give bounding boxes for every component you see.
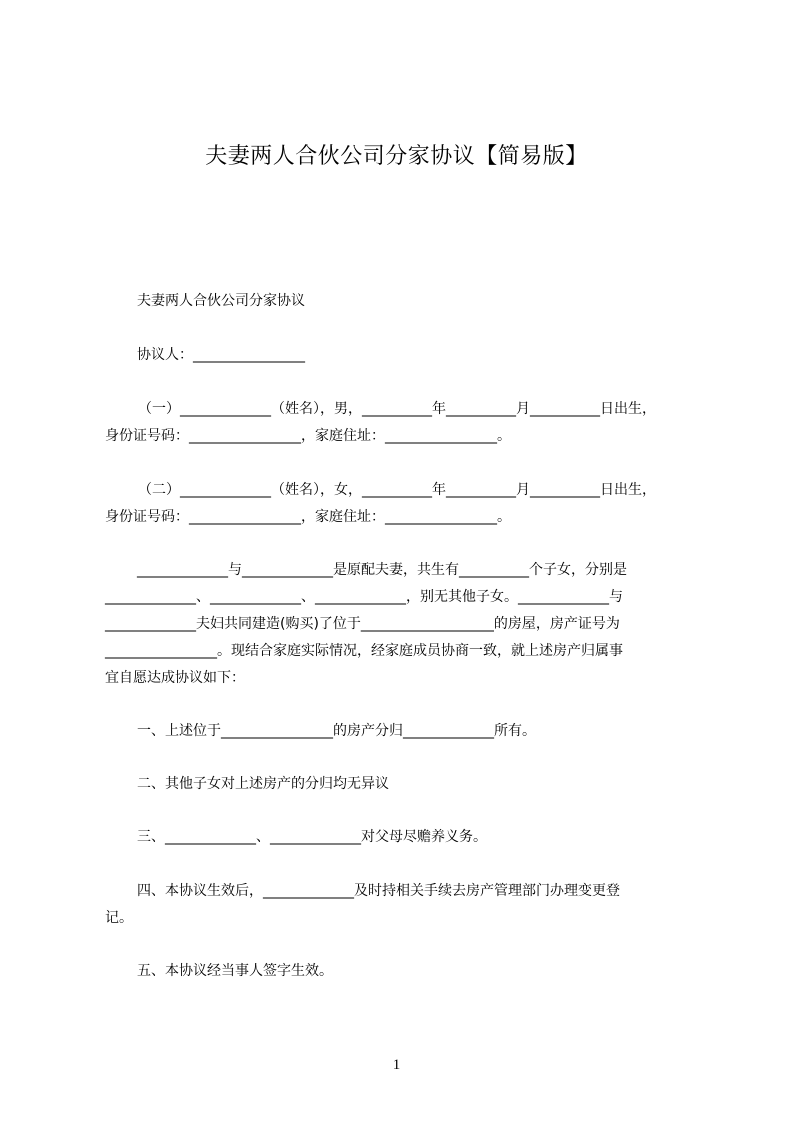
- clause-three: 三、_____________、_____________对父母尽赡养义务。: [137, 829, 487, 845]
- document-title: 夫妻两人合伙公司分家协议【简易版】: [205, 144, 588, 169]
- paragraph-line-4: ________________。现结合家庭实际情况，经家庭成员协商一致，就上述房产归属事: [105, 643, 623, 659]
- clause-five: 五、本协议经当事人签字生效。: [137, 963, 333, 979]
- paragraph-line-3: _____________夫妇共同建造(购买)了位于___________________的房屋，房产证号为: [105, 616, 620, 632]
- clause-one: 一、上述位于________________的房产分归_____________所有。: [137, 723, 536, 739]
- party-two-line-2: 身份证号码：________________，家庭住址：________________。: [105, 509, 511, 525]
- paragraph-line-5: 宜自愿达成协议如下：: [105, 670, 245, 686]
- clause-two: 二、其他子女对上述房产的分归均无异议: [137, 776, 389, 792]
- page-number: 1: [392, 1057, 401, 1073]
- paragraph-line-1: _____________与_____________是原配夫妻，共生有__________个子女，分别是: [137, 562, 627, 578]
- intro-heading: 夫妻两人合伙公司分家协议: [137, 293, 305, 309]
- clause-four-line-2: 记。: [105, 910, 133, 926]
- paragraph-line-2: _____________、_____________、_____________，别无其他子女。_____________与: [105, 589, 623, 605]
- party-line: 协议人：________________: [137, 347, 305, 363]
- party-two-line-1: （二）_____________（姓名），女，__________年__________月__________日出生，: [138, 482, 656, 498]
- clause-four-line-1: 四、本协议生效后，_____________及时持相关手续去房产管理部门办理变更登: [137, 883, 620, 899]
- party-one-line-2: 身份证号码：________________，家庭住址：________________。: [105, 428, 511, 444]
- party-one-line-1: （一）_____________（姓名），男，__________年__________月__________日出生，: [138, 401, 656, 417]
